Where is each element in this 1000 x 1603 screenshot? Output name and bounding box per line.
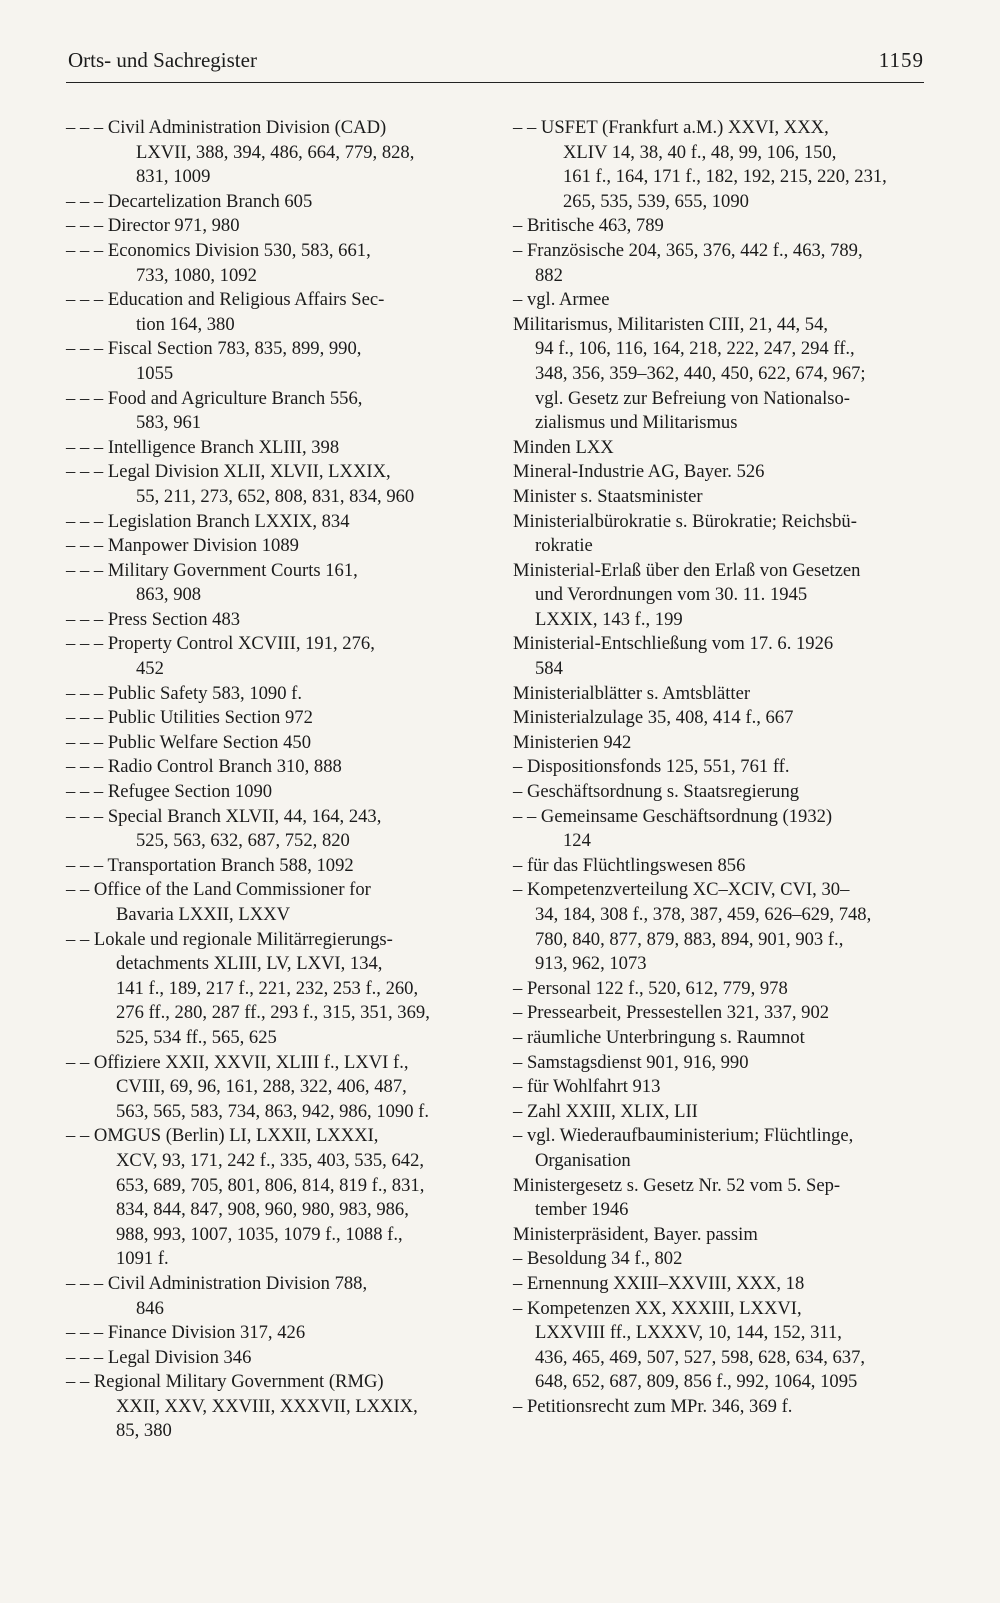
index-entry [66,1051,466,1125]
index-entry-line: Ministerpräsident, Bayer. passim [513,1223,758,1245]
index-entry-line: – Britische 463, 789 [513,215,664,237]
index-entry [513,239,925,288]
index-entry [66,632,466,681]
index-entry-line: Ministerialbürokratie s. Bürokratie; Reichsbü- [513,510,857,532]
index-entry-line: – Französische 204, 365, 376, 442 f., 463, 789, [513,239,863,261]
index-entry-line: Minden LXX [513,436,614,458]
index-entry-line: 85, 380 [116,1420,172,1442]
index-entry-line: 276 ff., 280, 287 ff., 293 f., 315, 351, 369, [116,1002,430,1024]
index-entry [66,239,466,288]
index-entry-line: 882 [535,264,563,286]
index-entry-line: LXVII, 388, 394, 486, 664, 779, 828, [136,141,415,163]
index-entry-line: 913, 962, 1073 [535,953,647,975]
index-entry-line: 988, 993, 1007, 1035, 1079 f., 1088 f., [116,1223,403,1245]
index-entry-line: – – – Military Government Courts 161, [66,559,358,581]
index-entry-line: – – – Economics Division 530, 583, 661, [66,239,371,261]
index-entry [66,878,466,927]
index-entry-line: XLIV 14, 38, 40 f., 48, 99, 106, 150, [563,141,837,163]
index-entry-line: – – – Special Branch XLVII, 44, 164, 243, [66,805,382,827]
index-entry-line: 55, 211, 273, 652, 808, 831, 834, 960 [136,485,415,507]
index-entry [66,510,466,535]
index-entry-line: – – – Radio Control Branch 310, 888 [66,756,342,778]
index-entry-line: – – Offiziere XXII, XXVII, XLIII f., LXVI f., [66,1051,409,1073]
index-entry-line: 583, 961 [136,412,202,434]
index-entry-line: – – – Public Safety 583, 1090 f. [66,682,303,704]
index-entry-line: – – Regional Military Government (RMG) [66,1371,384,1393]
index-entry-line: 780, 840, 877, 879, 883, 894, 901, 903 f., [535,928,844,950]
index-entry-line: 834, 844, 847, 908, 960, 980, 983, 986, [116,1199,409,1221]
index-entry-line: – – – Manpower Division 1089 [66,535,299,557]
index-entry-line: – Besoldung 34 f., 802 [513,1248,683,1270]
index-entry-line: – – Lokale und regionale Militärregierungs- [66,928,393,950]
index-entry-line: 525, 534 ff., 565, 625 [116,1026,277,1048]
index-entry-line: – – – Finance Division 317, 426 [66,1322,306,1344]
index-entry-line: – Petitionsrecht zum MPr. 346, 369 f. [513,1395,793,1417]
index-entry-line: 563, 565, 583, 734, 863, 942, 986, 1090 f. [116,1100,429,1122]
index-entry-line: 831, 1009 [136,166,211,188]
index-entry-line: – – – Refugee Section 1090 [66,781,273,803]
index-entry [513,1001,925,1026]
index-entry-line: – – – Property Control XCVIII, 191, 276, [66,633,375,655]
page-number: 1159 [878,48,924,72]
index-entry-line: – für das Flüchtlingswesen 856 [513,854,746,876]
index-entry-line: Ministerialzulage 35, 408, 414 f., 667 [513,707,794,729]
index-entry-line: – – – Transportation Branch 588, 1092 [66,854,354,876]
index-entry [513,1026,925,1051]
index-entry-line: – – – Press Section 483 [66,608,241,630]
running-title: Orts- und Sachregister [68,48,257,72]
index-entry-line: Ministergesetz s. Gesetz Nr. 52 vom 5. Sep- [513,1174,841,1196]
index-entry-line: – – – Civil Administration Division (CAD) [66,117,387,138]
index-entry [66,805,466,854]
index-entry [513,780,925,805]
index-entry-line: 94 f., 106, 116, 164, 218, 222, 247, 294 ff., [535,338,855,360]
index-entry [513,1395,925,1420]
index-entry [66,1321,466,1346]
index-entry-line: – Personal 122 f., 520, 612, 779, 978 [513,977,788,999]
index-entry [66,460,466,509]
index-entry-line: Ministerialblätter s. Amtsblätter [513,682,751,704]
index-entry-line: Ministerien 942 [513,731,632,753]
index-entry-line: – räumliche Unterbringung s. Raumnot [513,1026,805,1048]
page-header [66,48,924,83]
index-entry-line: 1055 [136,362,174,384]
index-entry [66,1346,466,1371]
index-entry-line: 161 f., 164, 171 f., 182, 192, 215, 220, 231, [563,166,887,188]
index-entry [513,1297,925,1395]
index-entry-line: – Samstagsdienst 901, 916, 990 [513,1051,749,1073]
index-entry [66,534,466,559]
index-entry-line: 584 [535,658,563,680]
index-entry [66,706,466,731]
index-entry [513,460,925,485]
index-entry [513,1247,925,1272]
index-entry-line: 653, 689, 705, 801, 806, 814, 819 f., 831, [116,1174,425,1196]
index-entry-line: – – – Civil Administration Division 788, [66,1272,368,1294]
index-entry-line: 648, 652, 687, 809, 856 f., 992, 1064, 1095 [535,1371,858,1393]
index-entry-line: 348, 356, 359–362, 440, 450, 622, 674, 967; [535,362,866,384]
index-entry-line: XXII, XXV, XXVIII, XXXVII, LXXIX, [116,1395,418,1417]
index-entry-line: – – – Legislation Branch LXXIX, 834 [66,510,350,532]
index-entry [513,632,925,681]
index-entry-line: – – – Public Utilities Section 972 [66,707,313,729]
index-entry [513,755,925,780]
index-entry [513,682,925,707]
index-entry-line: – – – Fiscal Section 783, 835, 899, 990, [66,338,362,360]
index-entry [66,190,466,215]
index-entry-line: – Zahl XXIII, XLIX, LII [513,1100,698,1122]
index-entry [66,854,466,879]
index-entry-line: 452 [136,658,164,680]
index-entry [66,1272,466,1321]
index-entry [513,805,925,854]
index-entry-line: – Dispositionsfonds 125, 551, 761 ff. [513,756,790,778]
index-entry-line: – – – Public Welfare Section 450 [66,731,311,753]
index-entry [66,608,466,633]
index-entry [513,313,925,436]
index-entry-line: – Ernennung XXIII–XXVIII, XXX, 18 [513,1272,805,1294]
index-entry-line: – – – Director 971, 980 [66,215,240,237]
index-entry [66,288,466,337]
index-entry-line: – – USFET (Frankfurt a.M.) XXVI, XXX, [513,117,829,138]
index-entry-line: XCV, 93, 171, 242 f., 335, 403, 535, 642, [116,1149,425,1171]
index-entry [513,1174,925,1223]
index-entry-line: – Kompetenzverteilung XC–XCIV, CVI, 30– [513,879,850,901]
index-entry-line: – – – Education and Religious Affairs Sec- [66,289,385,311]
index-entry [513,559,925,633]
index-entry-line: zialismus und Militarismus [535,412,738,434]
index-entry-line: Ministerial-Erlaß über den Erlaß von Gesetzen [513,559,861,581]
index-entry-line: – – OMGUS (Berlin) LI, LXXII, LXXXI, [66,1125,379,1147]
index-entry-line: – vgl. Armee [513,289,610,311]
index-entry [66,116,466,190]
index-entry [66,731,466,756]
index-entry-line: und Verordnungen vom 30. 11. 1945 [535,584,808,606]
index-entry [66,1124,466,1272]
index-entry [513,1100,925,1125]
index-entry-line: – Geschäftsordnung s. Staatsregierung [513,781,800,803]
index-entry [513,436,925,461]
index-entry-line: – – – Food and Agriculture Branch 556, [66,387,363,409]
index-entry-line: Mineral-Industrie AG, Bayer. 526 [513,461,765,483]
index-entry [513,485,925,510]
index-entry-line: 846 [136,1297,164,1319]
right-index-column [513,116,925,1419]
index-entry-line: – – – Decartelization Branch 605 [66,190,313,212]
index-entry [66,928,466,1051]
index-entry [66,755,466,780]
index-entry-line: 733, 1080, 1092 [136,264,257,286]
index-entry [513,706,925,731]
index-entry [513,1051,925,1076]
index-entry-line: – – Office of the Land Commissioner for [66,879,371,901]
index-entry-line: detachments XLIII, LV, LXVI, 134, [116,953,383,975]
index-entry [66,337,466,386]
index-entry-line: 141 f., 189, 217 f., 221, 232, 253 f., 260, [116,977,419,999]
index-entry-line: – Kompetenzen XX, XXXIII, LXXVI, [513,1297,802,1319]
index-entry [513,288,925,313]
index-entry-line: LXXVIII ff., LXXXV, 10, 144, 152, 311, [535,1322,842,1344]
index-entry-line: Organisation [535,1149,631,1171]
index-entry [66,1370,466,1444]
index-entry-line: CVIII, 69, 96, 161, 288, 322, 406, 487, [116,1076,407,1098]
index-entry [66,387,466,436]
index-entry [513,510,925,559]
index-entry [513,214,925,239]
index-entry-line: 124 [563,830,591,852]
left-index-column [66,116,466,1444]
index-entry [513,1075,925,1100]
index-entry-line: – – Gemeinsame Geschäftsordnung (1932) [513,805,833,827]
index-entry [513,1124,925,1173]
index-entry-line: rokratie [535,535,593,557]
index-entry-line: tion 164, 380 [136,313,235,335]
index-entry [513,116,925,214]
index-entry [513,878,925,976]
index-entry-line: 34, 184, 308 f., 378, 387, 459, 626–629, 748, [535,904,872,925]
index-entry [513,731,925,756]
index-entry-line: – vgl. Wiederaufbauministerium; Flüchtlinge, [513,1125,854,1147]
index-entry-line: Minister s. Staatsminister [513,485,703,507]
index-entry-line: Militarismus, Militaristen CIII, 21, 44, 54, [513,313,829,335]
index-entry [513,1272,925,1297]
index-entry-line: 1091 f. [116,1248,169,1270]
index-entry [66,559,466,608]
index-entry-line: – für Wohlfahrt 913 [513,1076,661,1098]
index-entry-line: – – – Intelligence Branch XLIII, 398 [66,436,340,458]
index-entry-line: tember 1946 [535,1199,629,1221]
index-entry-line: 265, 535, 539, 655, 1090 [563,190,749,212]
index-entry-line: 436, 465, 469, 507, 527, 598, 628, 634, 637, [535,1346,866,1368]
index-entry [513,1223,925,1248]
index-entry [513,854,925,879]
index-entry-line: – Pressearbeit, Pressestellen 321, 337, 902 [513,1002,830,1024]
index-entry-line: LXXIX, 143 f., 199 [535,608,683,630]
index-entry-line: 863, 908 [136,584,202,606]
index-entry [66,682,466,707]
index-entry-line: – – – Legal Division 346 [66,1346,252,1368]
index-entry-line: Bavaria LXXII, LXXV [116,904,290,925]
index-entry [66,436,466,461]
index-entry-line: – – – Legal Division XLII, XLVII, LXXIX, [66,461,391,483]
index-entry [66,780,466,805]
index-entry-line: 525, 563, 632, 687, 752, 820 [136,830,350,852]
index-entry [66,214,466,239]
index-entry [513,977,925,1002]
index-entry-line: Ministerial-Entschließung vom 17. 6. 1926 [513,633,834,655]
index-entry-line: vgl. Gesetz zur Befreiung von Nationalso- [535,387,850,409]
